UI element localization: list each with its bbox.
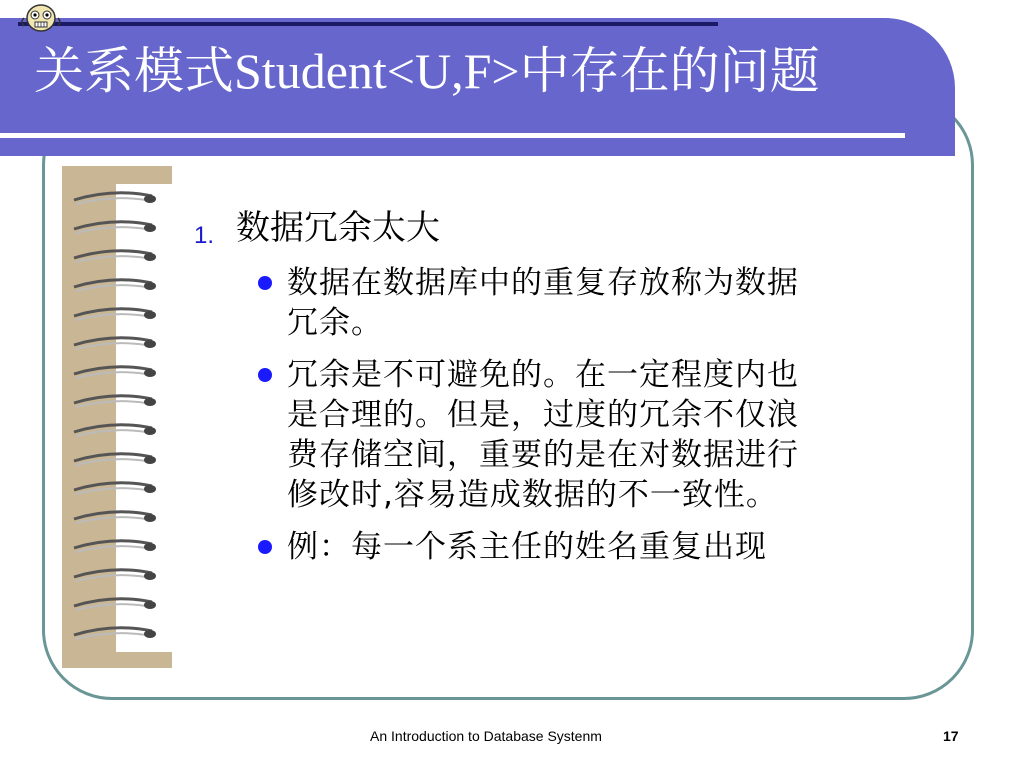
spiral-hole xyxy=(144,485,156,493)
mascot-icon xyxy=(18,2,64,34)
title-top-rule xyxy=(18,22,718,26)
slide-title: 关系模式Student<U,F>中存在的问题 xyxy=(34,43,820,99)
bullet-text: 例：每一个系主任的姓名重复出现 xyxy=(287,528,767,565)
spiral-hole xyxy=(144,572,156,580)
slide-content xyxy=(188,208,928,579)
spiral-hole xyxy=(144,195,156,203)
spiral-hole xyxy=(144,630,156,638)
spiral-hole xyxy=(144,427,156,435)
footer-page-number: 17 xyxy=(943,728,959,744)
spiral-hole xyxy=(144,398,156,406)
bullet-item xyxy=(188,355,827,515)
numbered-heading xyxy=(188,208,928,249)
spiral-hole xyxy=(144,456,156,464)
spiral-hole xyxy=(144,340,156,348)
spiral-hole xyxy=(144,224,156,232)
bullet-dot-icon xyxy=(258,276,272,290)
bullet-item xyxy=(188,527,827,567)
bullet-text: 冗余是不可避免的。在一定程度内也是合理的。但是，过度的冗余不仅浪费存储空间，重要的是在对数据进行修改时,容易造成数据的不一致性。 xyxy=(287,356,799,513)
spiral-hole xyxy=(144,282,156,290)
spiral-hole xyxy=(144,514,156,522)
footer-course-title: An Introduction to Database Systenm xyxy=(370,728,602,744)
title-bottom-rule xyxy=(0,133,905,138)
spiral-hole xyxy=(144,601,156,609)
spiral-hole xyxy=(144,369,156,377)
spiral-hole xyxy=(144,543,156,551)
bullet-dot-icon xyxy=(258,540,272,554)
spiral-hole xyxy=(144,253,156,261)
spiral-binding-icon xyxy=(62,166,172,668)
spiral-hole xyxy=(144,311,156,319)
bullet-text: 数据在数据库中的重复存放称为数据冗余。 xyxy=(287,264,799,341)
heading-text: 数据冗余太大 xyxy=(236,208,440,248)
heading-number: 1. xyxy=(194,222,215,249)
bullet-item xyxy=(188,263,827,343)
bullet-dot-icon xyxy=(258,368,272,382)
